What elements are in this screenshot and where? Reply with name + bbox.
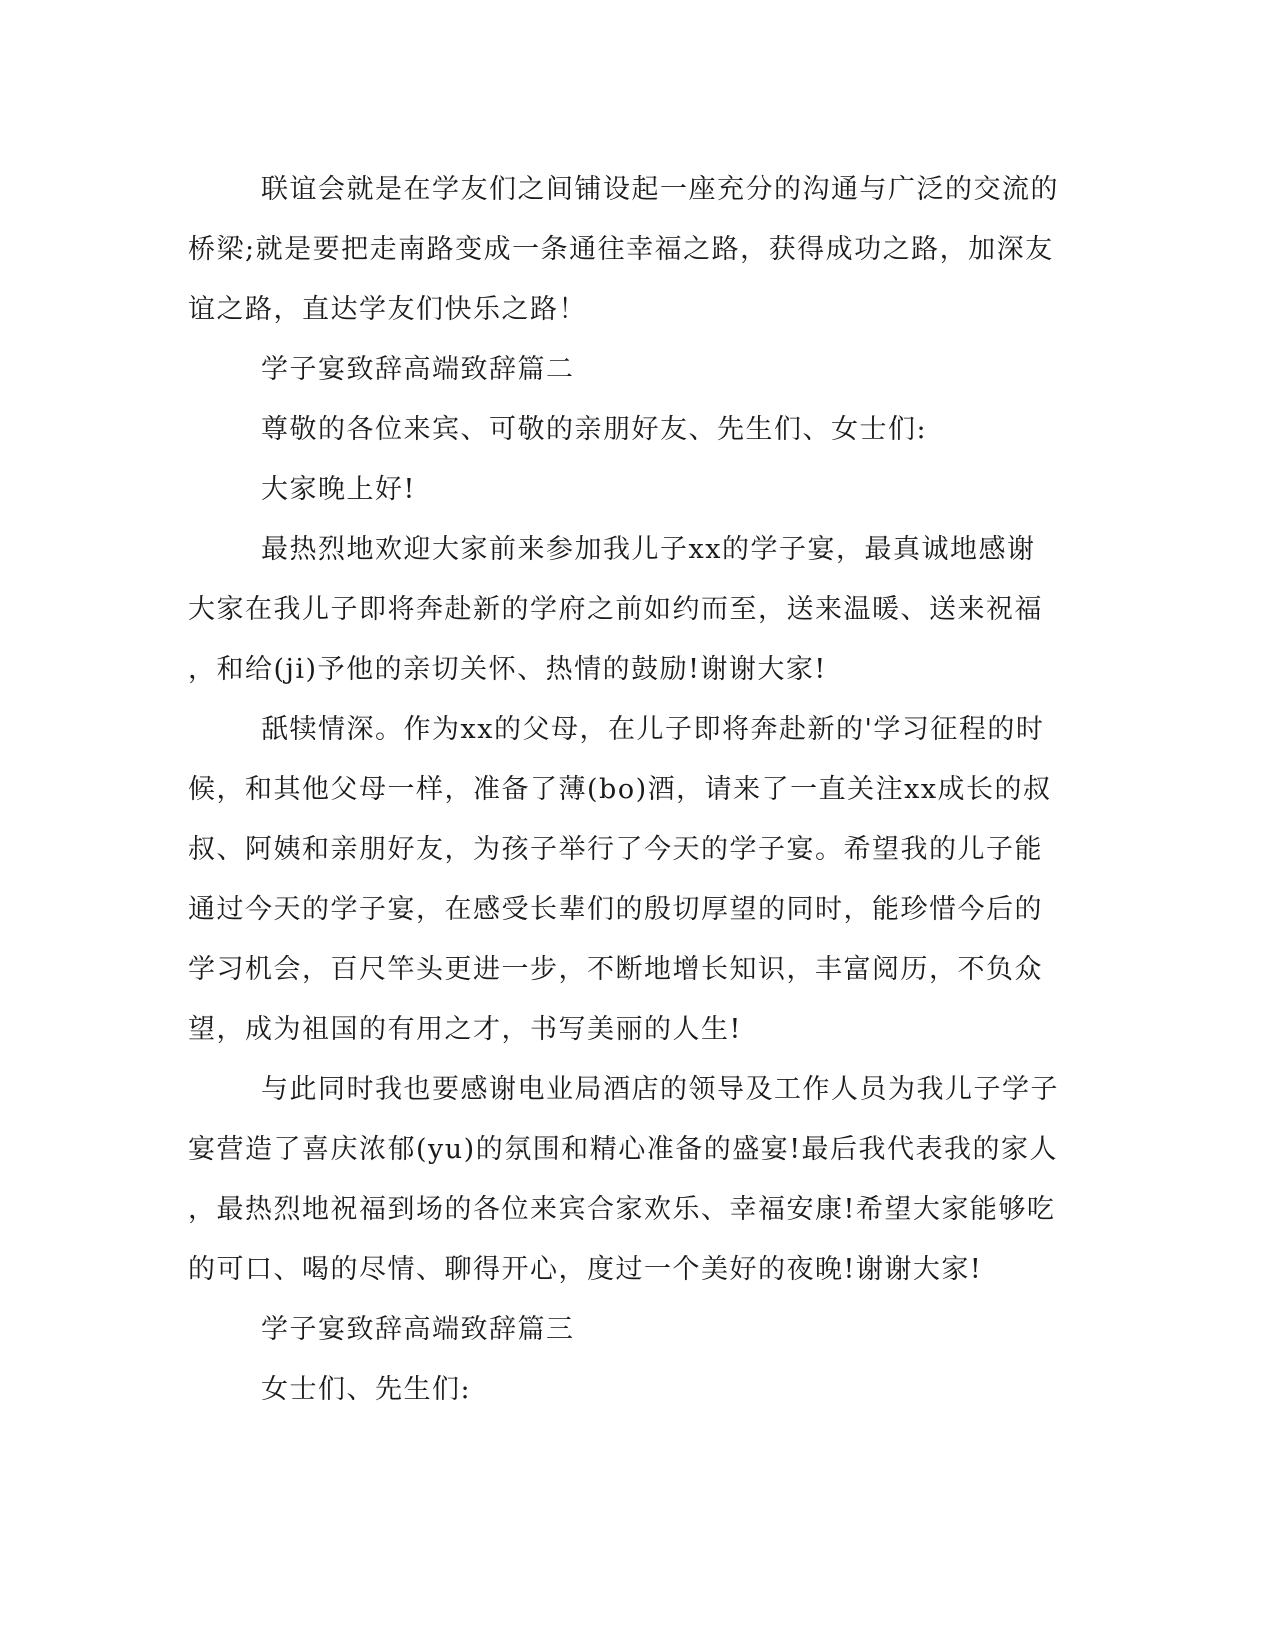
salutation: 尊敬的各位来宾、可敬的亲朋好友、先生们、女士们: <box>261 414 928 445</box>
text-line: 望，成为祖国的有用之才，书写美丽的人生! <box>188 1014 742 1045</box>
text-line: 候，和其他父母一样，准备了薄(bo)酒，请来了一直关注xx成长的叔 <box>188 774 1052 805</box>
text-line: 桥梁;就是要把走南路变成一条通往幸福之路，获得成功之路，加深友 <box>188 234 1054 265</box>
greeting: 大家晚上好! <box>261 474 416 505</box>
section-heading: 学子宴致辞高端致辞篇二 <box>261 354 575 385</box>
text-line: 谊之路，直达学友们快乐之路！ <box>188 294 587 325</box>
text-line: ，和给(ji)予他的亲切关怀、热情的鼓励!谢谢大家! <box>188 654 827 685</box>
text-line: 舐犊情深。作为xx的父母，在儿子即将奔赴新的'学习征程的时 <box>261 714 1045 745</box>
text-line: 与此同时我也要感谢电业局酒店的领导及工作人员为我儿子学子 <box>261 1074 1059 1105</box>
text-line: 的可口、喝的尽情、聊得开心，度过一个美好的夜晚!谢谢大家! <box>188 1254 983 1285</box>
text-line: 联谊会就是在学友们之间铺设起一座充分的沟通与广泛的交流的 <box>261 174 1059 205</box>
document-body <box>188 160 1068 1420</box>
text-line: ，最热烈地祝福到场的各位来宾合家欢乐、幸福安康!希望大家能够吃 <box>188 1194 1056 1225</box>
text-line: 学习机会，百尺竿头更进一步，不断地增长知识，丰富阅历，不负众 <box>188 954 1043 985</box>
text-line: 大家在我儿子即将奔赴新的学府之前如约而至，送来温暖、送来祝福 <box>188 594 1043 625</box>
text-line: 叔、阿姨和亲朋好友，为孩子举行了今天的学子宴。希望我的儿子能 <box>188 834 1043 865</box>
salutation: 女士们、先生们: <box>261 1374 472 1405</box>
text-line: 最热烈地欢迎大家前来参加我儿子xx的学子宴，最真诚地感谢 <box>261 534 1036 565</box>
text-line: 通过今天的学子宴，在感受长辈们的殷切厚望的同时，能珍惜今后的 <box>188 894 1043 925</box>
section-heading: 学子宴致辞高端致辞篇三 <box>261 1314 575 1345</box>
text-line: 宴营造了喜庆浓郁(yu)的氛围和精心准备的盛宴!最后我代表我的家人 <box>188 1134 1059 1165</box>
